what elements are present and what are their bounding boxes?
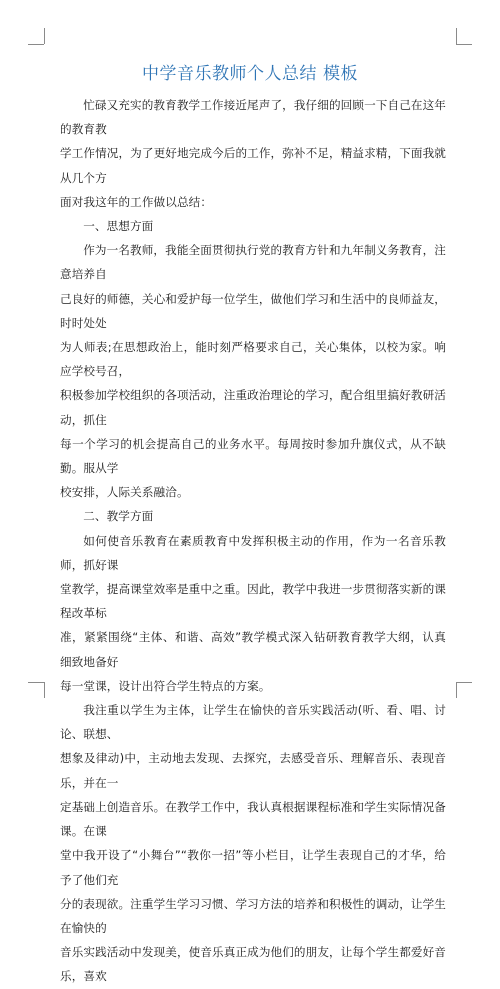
section-heading-thought xyxy=(60,214,446,238)
text-line: 一、思想方面 xyxy=(83,219,154,234)
text-line: 我注重以学生为主体，让学生在愉快的音乐实践活动(听、看、唱、讨论、联想、 xyxy=(60,703,446,742)
teaching-paragraph-2 xyxy=(60,698,446,988)
text-line: 准，紧紧围绕“主体、和谐、高效”教学模式深入钻研教育教学大纲，认真细致地备好 xyxy=(60,630,446,669)
text-line: 定基础上创造音乐。在教学工作中，我认真根据课程标准和学生实际情况备课。在课 xyxy=(60,799,446,839)
crop-mark-top-right-h xyxy=(456,44,472,45)
section-heading-teaching xyxy=(60,504,446,528)
text-line: 学工作情况，为了更好地完成今后的工作，弥补不足，精益求精，下面我就从几个方 xyxy=(60,146,446,185)
text-line: 己良好的师德，关心和爱护每一位学生，做他们学习和生活中的良师益友，时时处处 xyxy=(60,291,446,330)
text-line: 作为一名教师，我能全面贯彻执行党的教育方针和九年制义务教育，注意培养自 xyxy=(60,243,446,282)
crop-mark-bottom-left-v xyxy=(44,682,45,698)
text-line: 忙碌又充实的教育教学工作接近尾声了，我仔细的回顾一下自己在这年的教育教 xyxy=(60,98,446,137)
text-line: 如何使音乐教育在素质教育中发挥积极主动的作用，作为一名音乐教师，抓好课 xyxy=(60,533,446,572)
crop-mark-bottom-right-h xyxy=(456,682,472,683)
crop-mark-top-left-v xyxy=(44,28,45,44)
text-line: 堂教学，提高课堂效率是重中之重。因此，教学中我进一步贯彻落实新的课程改革标 xyxy=(60,582,446,621)
thought-paragraph xyxy=(60,238,446,504)
intro-paragraph xyxy=(60,93,446,214)
text-line: 为人师表;在思想政治上，能时刻严格要求自己，关心集体，以校为家。响应学校号召， xyxy=(60,340,446,379)
text-line: 堂中我开设了“小舞台”“教你一招”等小栏目，让学生表现自己的才华，给予了他们充 xyxy=(60,848,446,887)
crop-mark-top-right-v xyxy=(456,28,457,44)
text-line: 每一堂课，设计出符合学生特点的方案。 xyxy=(60,678,271,693)
text-line: 想象及律动)中，主动地去发现、去探究，去感受音乐、理解音乐、表现音乐，并在一 xyxy=(60,751,446,790)
text-line: 分的表现欲。注重学生学习习惯、学习方法的培养和积极性的调动，让学生在愉快的 xyxy=(60,896,446,935)
text-line: 积极参加学校组织的各项活动，注重政治理论的学习，配合组里搞好教研活动，抓住 xyxy=(60,388,446,427)
text-line: 每一个学习的机会提高自己的业务水平。每周按时参加升旗仪式，从不缺勤。服从学 xyxy=(60,436,446,476)
crop-mark-bottom-left-h xyxy=(28,682,44,683)
teaching-paragraph-1 xyxy=(60,529,446,698)
text-line: 二、教学方面 xyxy=(83,509,154,524)
text-line: 校安排，人际关系融洽。 xyxy=(60,485,189,500)
crop-mark-top-left-h xyxy=(28,44,44,45)
document-title: 中学音乐教师个人总结 模板 xyxy=(142,64,358,84)
text-line: 面对我这年的工作做以总结： xyxy=(60,194,213,209)
crop-mark-bottom-right-v xyxy=(456,682,457,698)
text-line: 音乐实践活动中发现美，使音乐真正成为他们的朋友，让每个学生都爱好音乐，喜欢 xyxy=(60,945,446,984)
document-body xyxy=(60,93,446,989)
